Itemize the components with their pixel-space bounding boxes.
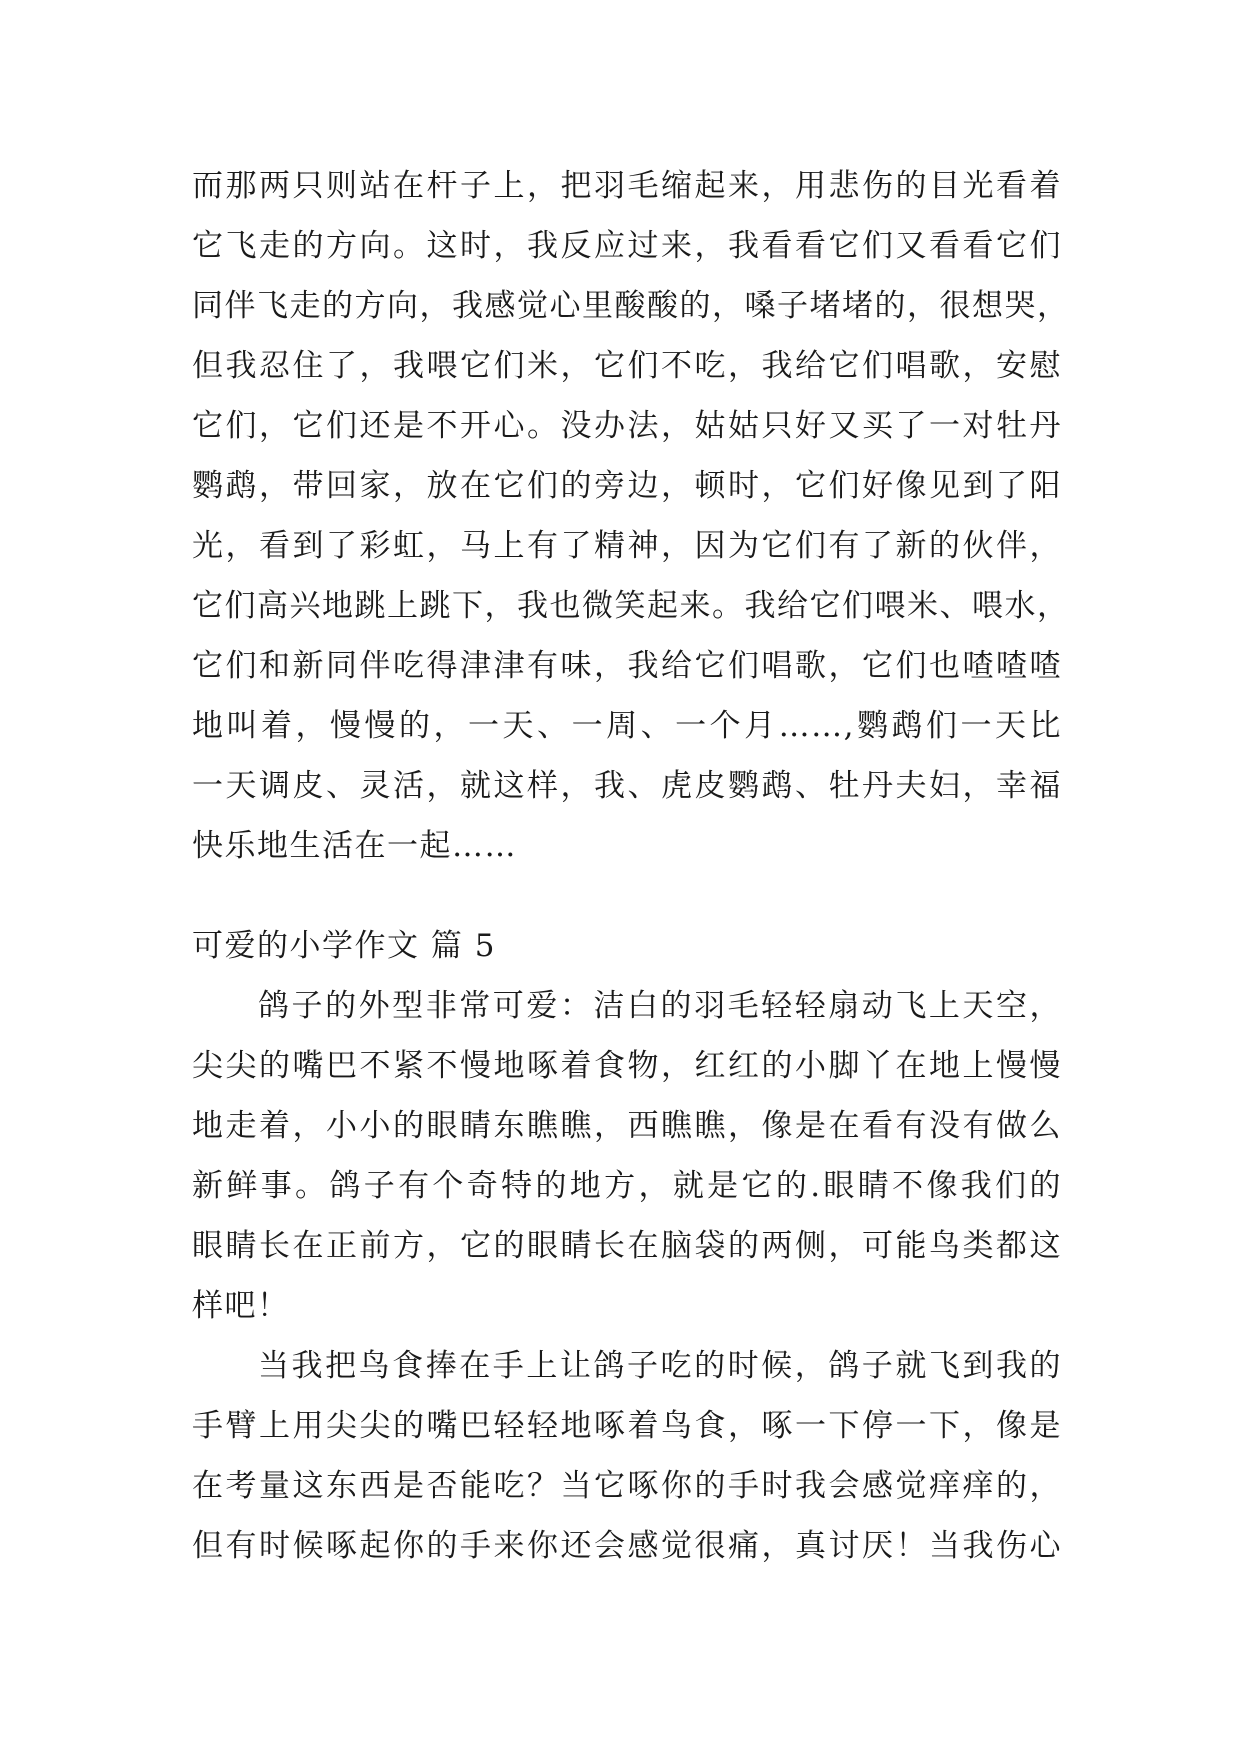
- text-line: 它飞走的方向。这时，我反应过来，我看看它们又看看它们: [192, 228, 1062, 264]
- paragraph-parrots: [192, 156, 1070, 876]
- text-line: 它们，它们还是不开心。没办法，姑姑只好又买了一对牡丹: [192, 408, 1062, 444]
- text-line: 样吧！: [192, 1288, 290, 1324]
- text-line: 新鲜事。鸽子有个奇特的地方，就是它的.眼睛不像我们的: [192, 1168, 1062, 1204]
- text-line: 地走着，小小的眼睛东瞧瞧，西瞧瞧，像是在看有没有做么: [192, 1108, 1062, 1144]
- text-line: 地叫着，慢慢的，一天、一周、一个月……,鹦鹉们一天比: [192, 708, 1062, 744]
- text-line: 当我把鸟食捧在手上让鸽子吃的时候，鸽子就飞到我的: [258, 1348, 1062, 1384]
- text-line: 但有时候啄起你的手来你还会感觉很痛，真讨厌！当我伤心: [192, 1528, 1062, 1564]
- text-line: 手臂上用尖尖的嘴巴轻轻地啄着鸟食，啄一下停一下，像是: [192, 1408, 1062, 1444]
- text-line: 在考量这东西是否能吃？当它啄你的手时我会感觉痒痒的，: [192, 1468, 1062, 1504]
- section-heading: 可爱的小学作文 篇 5: [192, 928, 496, 964]
- text-line: 快乐地生活在一起……: [192, 828, 517, 864]
- text-line: 但我忍住了，我喂它们米，它们不吃，我给它们唱歌，安慰: [192, 348, 1062, 384]
- paragraph-pigeon-appearance: [192, 976, 1062, 1576]
- text-line: 同伴飞走的方向，我感觉心里酸酸的，嗓子堵堵的，很想哭，: [192, 288, 1070, 324]
- text-line: 它们高兴地跳上跳下，我也微笑起来。我给它们喂米、喂水，: [192, 588, 1070, 624]
- text-line: 光，看到了彩虹，马上有了精神，因为它们有了新的伙伴，: [192, 528, 1062, 564]
- text-line: 它们和新同伴吃得津津有味，我给它们唱歌，它们也喳喳喳: [192, 648, 1062, 684]
- text-line: 眼睛长在正前方，它的眼睛长在脑袋的两侧，可能鸟类都这: [192, 1228, 1062, 1264]
- text-line: 而那两只则站在杆子上，把羽毛缩起来，用悲伤的目光看着: [192, 168, 1062, 204]
- text-line: 鹦鹉，带回家，放在它们的旁边，顿时，它们好像见到了阳: [192, 468, 1062, 504]
- text-line: 一天调皮、灵活，就这样，我、虎皮鹦鹉、牡丹夫妇，幸福: [192, 768, 1062, 804]
- text-line: 尖尖的嘴巴不紧不慢地啄着食物，红红的小脚丫在地上慢慢: [192, 1048, 1062, 1084]
- text-line: 鸽子的外型非常可爱：洁白的羽毛轻轻扇动飞上天空，: [258, 988, 1062, 1024]
